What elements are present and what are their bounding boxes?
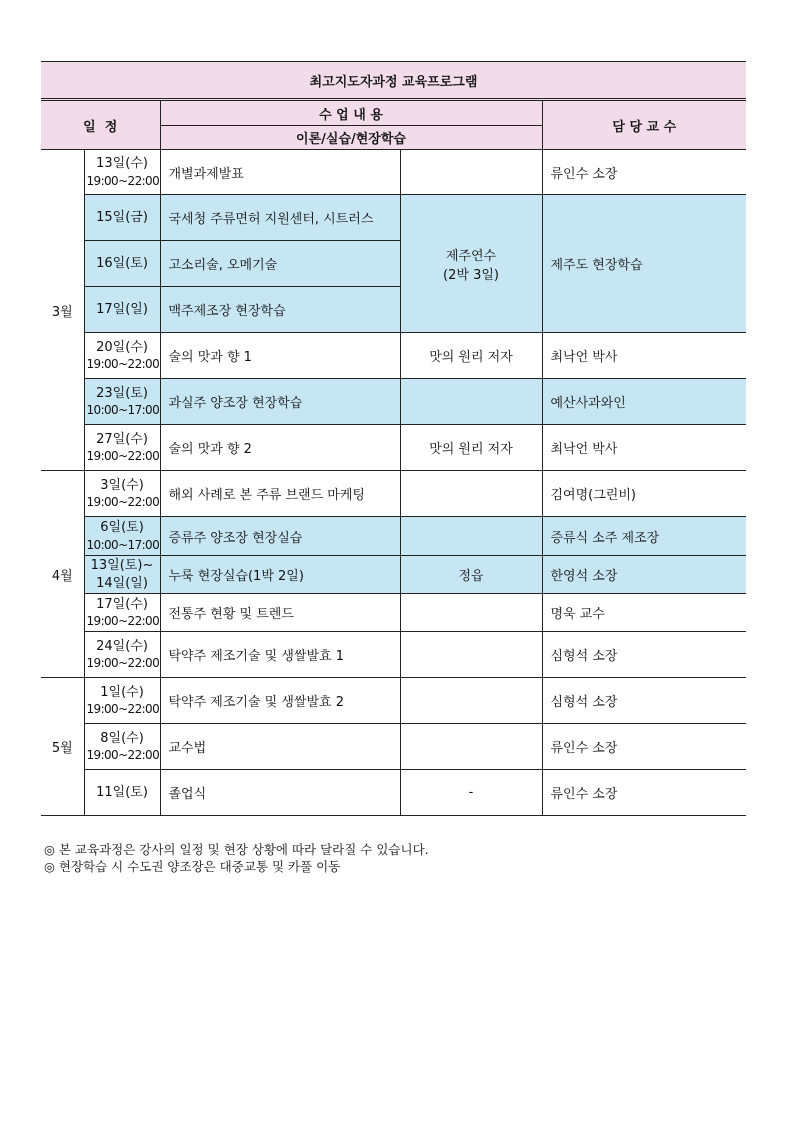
footnote: ◎ 현장학습 시 수도권 양조장은 대중교통 및 카풀 이동 — [44, 859, 341, 874]
date-cell: 6일(토) 10:00~17:00 — [84, 517, 160, 556]
professor-cell: 류인수 소장 — [542, 724, 746, 770]
table-row — [41, 333, 746, 379]
header-content: 수 업 내 용 — [160, 100, 542, 126]
date-cell: 17일(수) 19:00~22:00 — [84, 594, 160, 632]
content-cell: 맥주제조장 현장학습 — [160, 287, 400, 333]
content-cell: 과실주 양조장 현장학습 — [160, 379, 400, 425]
content-cell: 개별과제발표 — [160, 150, 400, 195]
schedule-document — [41, 61, 746, 816]
table-row — [41, 379, 746, 425]
note-cell: 제주연수 (2박 3일) — [400, 195, 542, 333]
note-cell — [400, 632, 542, 678]
professor-cell: 한영석 소장 — [542, 556, 746, 594]
note-cell: - — [400, 770, 542, 816]
note-cell: 맛의 원리 저자 — [400, 333, 542, 379]
note-cell — [400, 150, 542, 195]
note-cell: 정읍 — [400, 556, 542, 594]
header-professor: 담 당 교 수 — [542, 100, 746, 150]
content-cell: 해외 사례로 본 주류 브랜드 마케팅 — [160, 471, 400, 517]
content-cell: 전통주 현황 및 트렌드 — [160, 594, 400, 632]
content-cell: 국세청 주류면허 지원센터, 시트러스 — [160, 195, 400, 241]
content-cell: 술의 맛과 향 1 — [160, 333, 400, 379]
note-cell — [400, 471, 542, 517]
table-row — [41, 724, 746, 770]
date-cell: 24일(수) 19:00~22:00 — [84, 632, 160, 678]
date-cell: 16일(토) — [84, 241, 160, 287]
table-title-row — [41, 62, 746, 100]
date-cell: 8일(수) 19:00~22:00 — [84, 724, 160, 770]
date-cell: 11일(토) — [84, 770, 160, 816]
table-row — [41, 425, 746, 471]
date-cell: 1일(수) 19:00~22:00 — [84, 678, 160, 724]
content-cell: 탁약주 제조기술 및 생쌀발효 1 — [160, 632, 400, 678]
professor-cell: 류인수 소장 — [542, 150, 746, 195]
table-row — [41, 471, 746, 517]
table-row — [41, 594, 746, 632]
date-cell: 3일(수) 19:00~22:00 — [84, 471, 160, 517]
table-row — [41, 517, 746, 556]
note-cell — [400, 517, 542, 556]
date-cell: 23일(토) 10:00~17:00 — [84, 379, 160, 425]
professor-cell: 제주도 현장학습 — [542, 195, 746, 333]
professor-cell: 심형석 소장 — [542, 678, 746, 724]
month-label: 3월 — [41, 150, 84, 471]
month-label: 4월 — [41, 471, 84, 678]
table-title: 최고지도자과정 교육프로그램 — [41, 62, 746, 100]
professor-cell: 예산사과와인 — [542, 379, 746, 425]
table-row — [41, 556, 746, 594]
professor-cell: 심형석 소장 — [542, 632, 746, 678]
date-cell: 15일(금) — [84, 195, 160, 241]
footnotes — [44, 841, 429, 875]
note-cell: 맛의 원리 저자 — [400, 425, 542, 471]
table-row — [41, 195, 746, 241]
content-cell: 술의 맛과 향 2 — [160, 425, 400, 471]
content-cell: 고소리술, 오메기술 — [160, 241, 400, 287]
content-cell: 교수법 — [160, 724, 400, 770]
professor-cell: 명욱 교수 — [542, 594, 746, 632]
note-cell — [400, 724, 542, 770]
table-row — [41, 770, 746, 816]
professor-cell: 증류식 소주 제조장 — [542, 517, 746, 556]
content-cell: 증류주 양조장 현장실습 — [160, 517, 400, 556]
program-table — [41, 61, 746, 816]
professor-cell: 김여명(그린비) — [542, 471, 746, 517]
date-cell: 27일(수) 19:00~22:00 — [84, 425, 160, 471]
footnote: ◎ 본 교육과정은 강사의 일정 및 현장 상황에 따라 달라질 수 있습니다. — [44, 842, 429, 857]
note-cell — [400, 379, 542, 425]
table-row — [41, 678, 746, 724]
month-label: 5월 — [41, 678, 84, 816]
date-cell: 20일(수) 19:00~22:00 — [84, 333, 160, 379]
professor-cell: 최낙언 박사 — [542, 425, 746, 471]
content-cell: 탁약주 제조기술 및 생쌀발효 2 — [160, 678, 400, 724]
content-cell: 졸업식 — [160, 770, 400, 816]
header-schedule: 일 정 — [41, 100, 160, 150]
note-cell — [400, 678, 542, 724]
professor-cell: 최낙언 박사 — [542, 333, 746, 379]
date-cell: 13일(수) 19:00~22:00 — [84, 150, 160, 195]
content-cell: 누룩 현장실습(1박 2일) — [160, 556, 400, 594]
table-row — [41, 150, 746, 195]
header-row — [41, 100, 746, 126]
professor-cell: 류인수 소장 — [542, 770, 746, 816]
date-cell: 13일(토)~ 14일(일) — [84, 556, 160, 594]
date-cell: 17일(일) — [84, 287, 160, 333]
header-content-sub: 이론/실습/현장학습 — [160, 126, 542, 150]
table-row — [41, 632, 746, 678]
note-cell — [400, 594, 542, 632]
